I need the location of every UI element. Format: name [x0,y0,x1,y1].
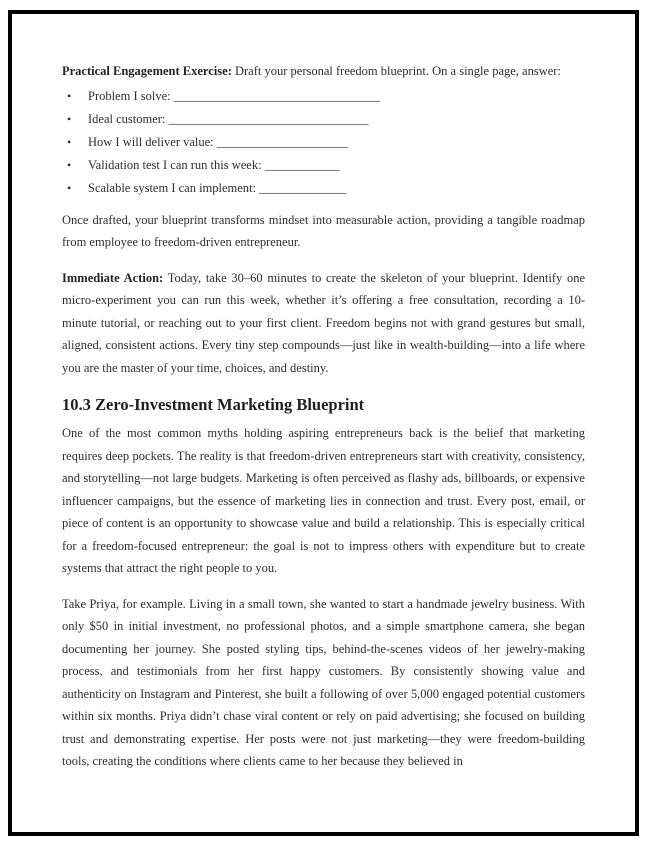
bullet-icon: • [67,180,72,195]
marketing-myths-paragraph: One of the most common myths holding aspiring entrepreneurs back is the belief that marketing requires deep pockets. The reality is that freedom-driven entrepreneurs start with creativity, consistency, and storytelling—not large budgets. Marketing is often perceived as flashy ads, billboards, or expensive influencer campaigns, but the essence of marketing lies in connection and trust. Every post, email, or piece of content is an opportunity to showcase value and build a relationship. This is especially critical for a freedom-focused entrepreneur: the goal is not to impress others with expenditure but to create systems that attract the right people to you. [62,426,585,575]
list-item-problem [62,85,585,108]
fill-in-blank: _________________________________ [173,88,381,103]
exercise-lead-label: Practical Engagement Exercise: [62,64,232,78]
list-item-value [62,131,585,154]
list-item-label: How I will deliver value: [88,134,214,149]
list-item-validation [62,154,585,177]
priya-example-paragraph: Take Priya, for example. Living in a small town, she wanted to start a handmade jewelry business. With only $50 in initial investment, no professional photos, and a simple smartphone camera, she began documenting her journey. She posted styling tips, behind-the-scenes videos of her jewelry-making process, and testimonials from her first happy customers. By consistently showing value and authenticity on Instagram and Pinterest, she built a following of over 5,000 engaged potential customers within six months. Priya didn’t chase viral content or rely on paid advertising; she focused on building trust and demonstrating expertise. Her posts were not just marketing—they were freedom-building tools, creating the conditions where clients came to her because they believed in [62,596,585,768]
document-page [8,10,639,836]
fill-in-blank: _____________________ [216,134,349,149]
list-item-label: Scalable system I can implement: [88,180,257,195]
section-heading-10-3: 10.3 Zero-Investment Marketing Blueprint [62,395,365,414]
bullet-icon: • [67,134,72,149]
immediate-action-paragraph [62,267,585,380]
fill-in-blank: ____________ [264,157,340,172]
immediate-action-lead-label: Immediate Action: [62,270,164,285]
blueprint-list [62,85,585,200]
list-item-label: Ideal customer: [88,111,166,126]
exercise-body-text: Draft your personal freedom blueprint. On a single page, answer: [234,64,561,78]
immediate-action-body-text: Today, take 30–60 minutes to create the skeleton of your blueprint. Identify one micro-experiment you can run this week, whether it’s offering a free consultation, recording a 10-minute tutorial, or reaching out to your first client. Freedom begins not with grand gestures but small, aligned, consistent actions. Every tiny step compounds—just like in wealth-building—into a life where you are the master of your time, choices, and destiny. [62,270,586,375]
bullet-icon: • [67,111,72,126]
list-item-label: Problem I solve: [88,88,171,103]
page-content [12,14,635,773]
fill-in-blank: ________________________________ [168,111,369,126]
bullet-icon: • [67,88,72,103]
fill-in-blank: ______________ [259,180,347,195]
list-item-system [62,177,585,200]
bullet-icon: • [67,157,72,172]
exercise-paragraph [62,60,585,83]
list-item-label: Validation test I can run this week: [88,157,262,172]
once-drafted-paragraph: Once drafted, your blueprint transforms mindset into measurable action, providing a tangible roadmap from employee to freedom-driven entrepreneur. [62,212,585,249]
list-item-customer [62,108,585,131]
